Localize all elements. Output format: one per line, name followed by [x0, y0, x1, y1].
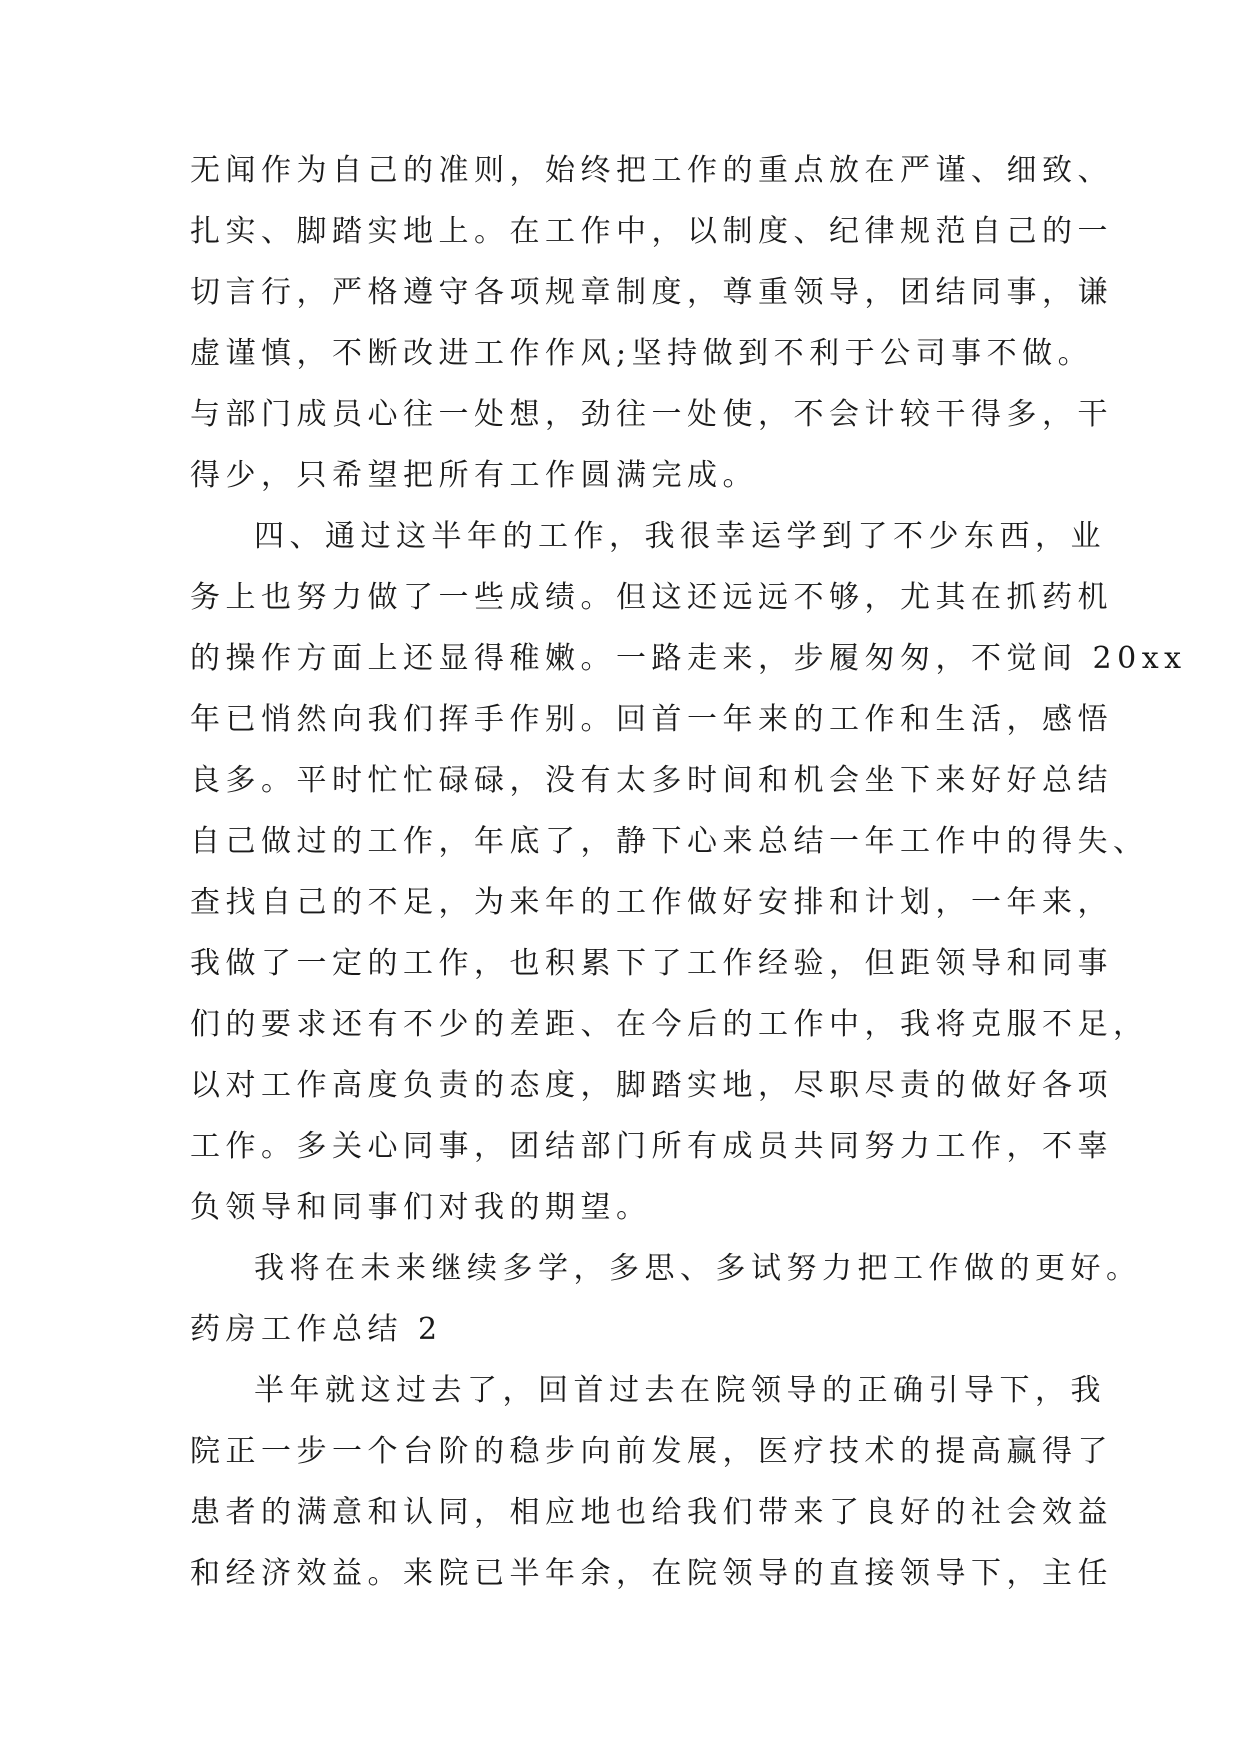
- paragraph-start-line: 半年就这过去了，回首过去在院领导的正确引导下，我: [254, 1373, 1106, 1408]
- section-heading: 药房工作总结 2: [190, 1312, 443, 1347]
- text-line: 负领导和同事们对我的期望。: [190, 1190, 652, 1225]
- text-line: 无闻作为自己的准则，始终把工作的重点放在严谨、细致、: [190, 153, 1113, 188]
- paragraph-start-line: 四、通过这半年的工作，我很幸运学到了不少东西，业: [254, 519, 1106, 554]
- text-line: 的操作方面上还显得稚嫩。一路走来，步履匆匆，不觉间 20xx: [190, 641, 1187, 676]
- text-line: 年已悄然向我们挥手作别。回首一年来的工作和生活，感悟: [190, 702, 1113, 737]
- text-line: 与部门成员心往一处想，劲往一处使，不会计较干得多，干: [190, 397, 1113, 432]
- text-line: 患者的满意和认同，相应地也给我们带来了良好的社会效益: [190, 1495, 1113, 1530]
- text-line: 虚谨慎，不断改进工作作风;坚持做到不利于公司事不做。: [190, 336, 1094, 371]
- text-line: 得少，只希望把所有工作圆满完成。: [190, 458, 758, 493]
- text-line: 良多。平时忙忙碌碌，没有太多时间和机会坐下来好好总结: [190, 763, 1113, 798]
- paragraph-start-line: 我将在未来继续多学，多思、多试努力把工作做的更好。: [254, 1251, 1142, 1286]
- text-line: 院正一步一个台阶的稳步向前发展，医疗技术的提高赢得了: [190, 1434, 1113, 1469]
- document-body: [190, 140, 1187, 1604]
- text-line: 我做了一定的工作，也积累下了工作经验，但距领导和同事: [190, 946, 1113, 981]
- text-line: 以对工作高度负责的态度，脚踏实地，尽职尽责的做好各项: [190, 1068, 1113, 1103]
- text-line: 和经济效益。来院已半年余，在院领导的直接领导下，主任: [190, 1556, 1113, 1591]
- text-line: 务上也努力做了一些成绩。但这还远远不够，尤其在抓药机: [190, 580, 1113, 615]
- text-line: 自己做过的工作，年底了，静下心来总结一年工作中的得失、: [190, 824, 1149, 859]
- text-line: 们的要求还有不少的差距、在今后的工作中，我将克服不足，: [190, 1007, 1149, 1042]
- text-line: 工作。多关心同事，团结部门所有成员共同努力工作，不辜: [190, 1129, 1113, 1164]
- text-line: 扎实、脚踏实地上。在工作中，以制度、纪律规范自己的一: [190, 214, 1113, 249]
- text-line: 切言行，严格遵守各项规章制度，尊重领导，团结同事，谦: [190, 275, 1113, 310]
- text-line: 查找自己的不足，为来年的工作做好安排和计划，一年来，: [190, 885, 1113, 920]
